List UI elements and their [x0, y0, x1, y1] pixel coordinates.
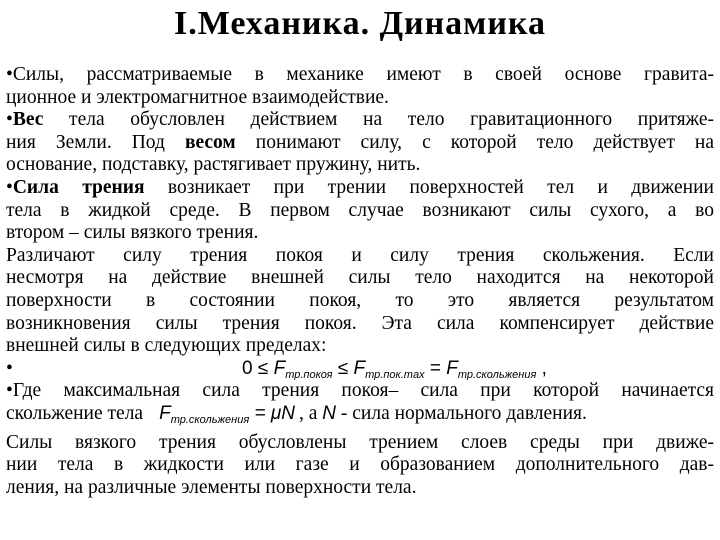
slide-body: [6, 64, 714, 499]
formula-rhs: = μN: [254, 402, 296, 424]
paragraph-line: втором – силы вязкого трения.: [6, 222, 259, 244]
paragraph-line: [6, 380, 714, 403]
text: понимают силу, с которой тело действует на: [235, 131, 714, 153]
text: , а: [299, 402, 323, 424]
text: скольжение тела: [6, 402, 144, 424]
paragraph-line: несмотря на действие внешней силы тело находится на некоторой: [6, 267, 714, 289]
text: Силы, рассматриваемые в механике имеют в своей основе гравита-: [12, 64, 714, 85]
paragraph-line: Различают силу трения покоя и силу трения скольжения. Если: [6, 244, 714, 266]
sliding-friction-formula: [159, 403, 295, 432]
paragraph-line: ления, на различные элементы поверхности тела.: [6, 476, 417, 498]
text: ния Земли. Под: [6, 131, 185, 153]
paragraph-line: тела в жидкой среде. В первом случае возникают силы сухого, а во: [6, 199, 714, 221]
bold-term: весом: [184, 131, 236, 153]
formula-le: ≤: [257, 357, 269, 379]
bullet: •: [6, 357, 13, 379]
formula-le: ≤: [337, 357, 349, 379]
paragraph-line: [6, 109, 714, 132]
formula-F: F: [159, 402, 171, 424]
formula-N: N: [322, 402, 337, 424]
formula-sub: тр.пок.max: [365, 368, 425, 381]
formula-sub: тр.скольжения: [170, 413, 250, 426]
formula-line: [6, 358, 714, 381]
formula-F: F: [353, 357, 366, 379]
paragraph-line: [6, 177, 714, 200]
formula-F: F: [446, 357, 458, 379]
paragraph-line: ционное и электромагнитное взаимодействие.: [6, 86, 389, 108]
bullet: •: [6, 64, 13, 85]
paragraph-line: внешней силы в следующих пределах:: [6, 335, 327, 357]
text: Где максимальная сила трения покоя– сила при которой начинается: [12, 380, 714, 402]
paragraph-line: возникновения силы трения покоя. Эта сила компенсирует действие: [6, 312, 714, 334]
paragraph-line: [6, 403, 714, 432]
slide-title: I.Механика. Динамика: [174, 5, 546, 42]
paragraph-line: [6, 64, 714, 87]
paragraph-line: нии тела в жидкости или газе и образованием дополнительного дав-: [6, 454, 714, 476]
formula-sub: тр.скольжения: [457, 368, 537, 381]
paragraph-line: Силы вязкого трения обусловлены трением слоев среды при движе-: [6, 431, 714, 453]
bold-term: Вес: [12, 109, 44, 131]
formula-eq: =: [429, 357, 441, 379]
text: тела обусловлен действием на тело гравитационного притяже-: [43, 109, 714, 131]
bullet: •: [6, 176, 13, 198]
paragraph-line: [6, 132, 714, 155]
formula-F: F: [273, 357, 286, 379]
text: - сила нормального давления.: [336, 402, 587, 424]
friction-inequality-formula: [242, 358, 547, 381]
text: возникает при трении поверхностей тел и движении: [144, 176, 714, 198]
formula-sub: тр.покоя: [285, 368, 333, 381]
formula-zero: 0: [242, 357, 253, 379]
bullet: •: [6, 380, 13, 402]
formula-comma: ,: [541, 357, 547, 379]
paragraph-line: основание, подставку, растягивает пружину, нить.: [6, 154, 421, 176]
bold-term: Сила трения: [12, 176, 145, 198]
bullet: •: [6, 109, 13, 131]
paragraph-line: поверхности в состоянии покоя, то это является результатом: [6, 289, 714, 311]
